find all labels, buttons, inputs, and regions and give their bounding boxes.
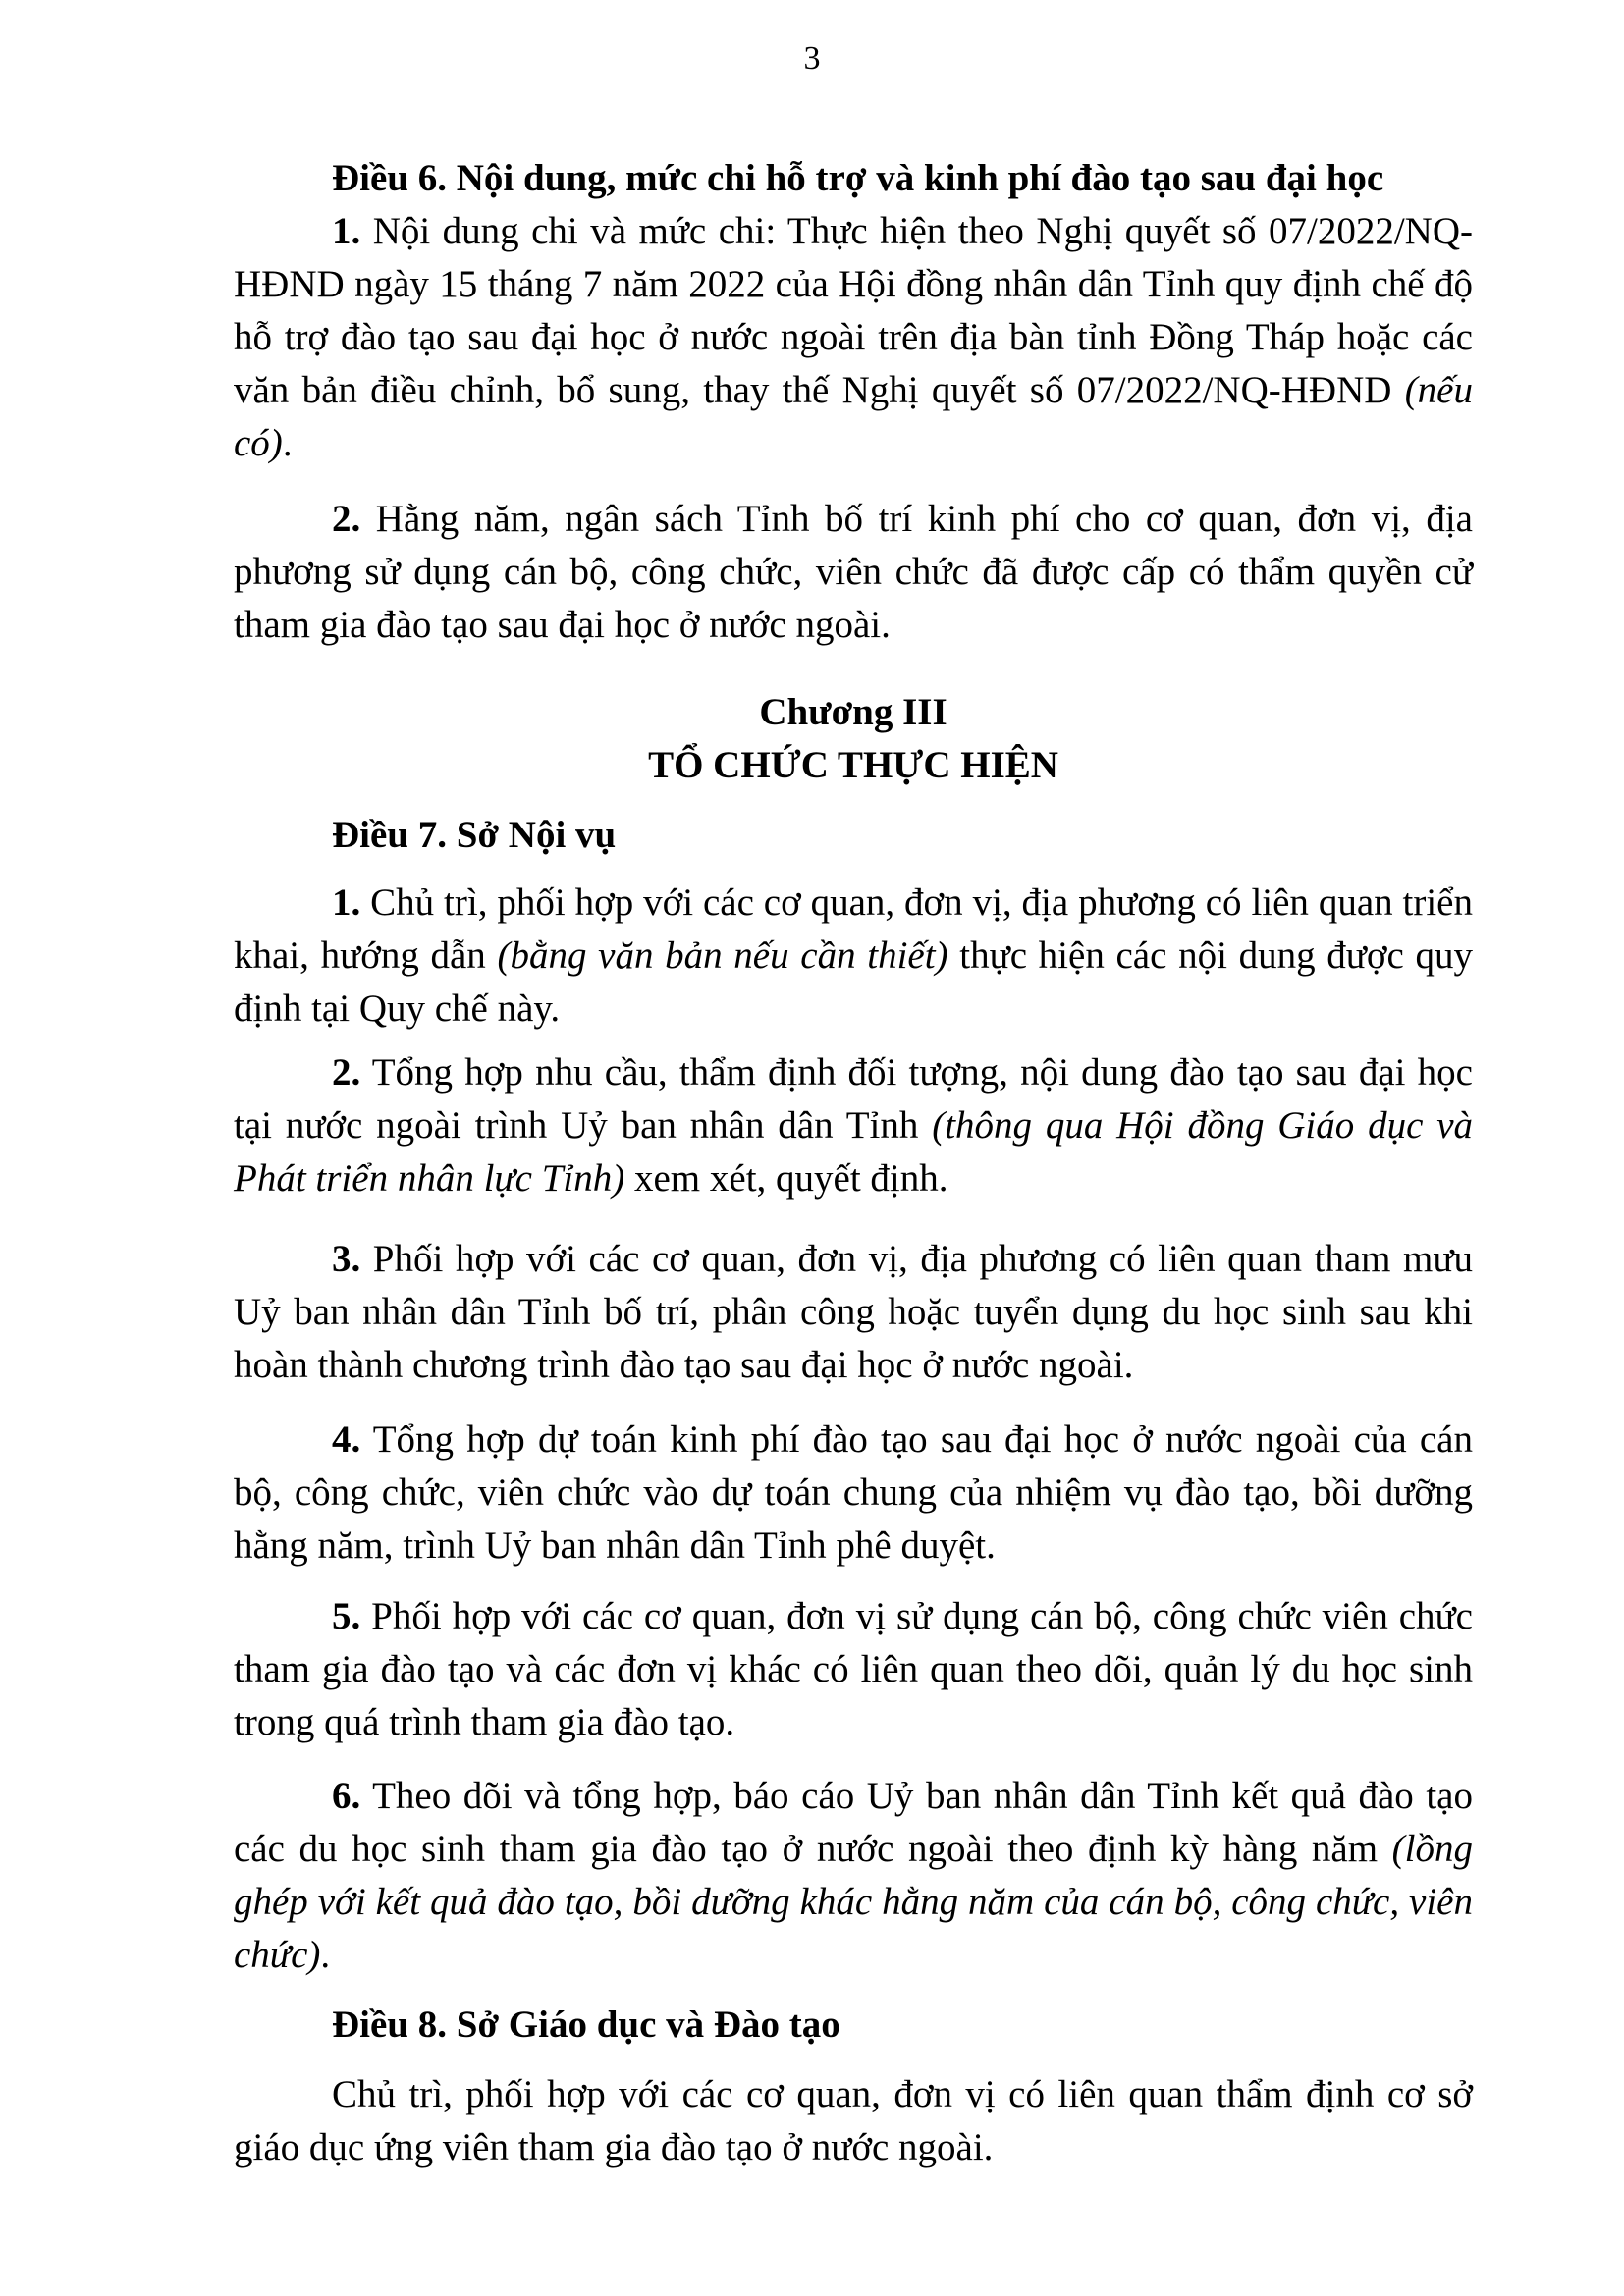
article-7-clause-1: [234, 877, 1473, 1036]
article-7-heading: [234, 809, 1473, 862]
clause-text-after: thực hiện các nội dung được quy định tại Quy chế này.: [234, 934, 1474, 1030]
article-7-clause-5: [234, 1590, 1473, 1749]
chapter-heading: [234, 686, 1473, 792]
clause-end: .: [282, 422, 293, 464]
clause-number: 2.: [332, 498, 361, 540]
clause-text-after: .: [320, 1934, 331, 1976]
clause-text: Chủ trì, phối hợp với các cơ quan, đơn vị, địa phương có liên quan triển khai, hướng dẫn: [234, 881, 1473, 977]
clause-number: 1.: [332, 210, 361, 252]
clause-number: 3.: [332, 1238, 361, 1280]
article-6-clause-1: [234, 205, 1473, 470]
clause-italic-note: (lồng ghép với kết quả đào tạo, bồi dưỡng khác hằng năm của cán bộ, công chức, viên chức): [234, 1828, 1473, 1976]
article-7-clause-6: [234, 1770, 1473, 1982]
clause-number: 6.: [332, 1775, 361, 1817]
clause-text: Phối hợp với các cơ quan, đơn vị sử dụng cán bộ, công chức viên chức tham gia đào tạo và các đơn vị khác có liên quan theo dõi, quản lý du học sinh trong quá trình tham gia đào tạo.: [234, 1595, 1473, 1743]
article-6-part-2: [234, 493, 1473, 652]
article-8-paragraph: Chủ trì, phối hợp với các cơ quan, đơn vị có liên quan thẩm định cơ sở giáo dục ứng viên tham gia đào tạo ở nước ngoài.: [234, 2073, 1473, 2168]
clause-italic-note: (nếu có): [234, 369, 1473, 464]
article-7-title: Điều 7. Sở Nội vụ: [332, 814, 617, 856]
clause-number: 1.: [332, 881, 361, 924]
clause-number: 4.: [332, 1418, 361, 1461]
clause-text-after: xem xét, quyết định.: [624, 1157, 948, 1200]
article-8-body: [234, 2068, 1473, 2174]
article-6: [234, 152, 1473, 470]
clause-text: Nội dung chi và mức chi: Thực hiện theo Nghị quyết số 07/2022/NQ-HĐND ngày 15 tháng 7 năm 2022 của Hội đồng nhân dân Tỉnh quy định chế độ hỗ trợ đào tạo sau đại học ở nước ngoài trên địa bàn tỉnh Đồng Tháp hoặc các văn bản điều chỉnh, bổ sung, thay thế Nghị quyết số 07/2022/NQ-HĐND: [234, 210, 1473, 411]
article-6-clause-2: [234, 493, 1473, 652]
article-7-clause-3: [234, 1233, 1473, 1392]
article-7-clause-2: [234, 1046, 1473, 1205]
clause-text: Theo dõi và tổng hợp, báo cáo Uỷ ban nhân dân Tỉnh kết quả đào tạo các du học sinh tham gia đào tạo ở nước ngoài theo định kỳ hàng năm: [234, 1775, 1473, 1870]
article-7-clause-4-block: [234, 1414, 1473, 1573]
article-8-title: Điều 8. Sở Giáo dục và Đào tạo: [332, 2003, 840, 2046]
clause-text: Tổng hợp nhu cầu, thẩm định đối tượng, nội dung đào tạo sau đại học tại nước ngoài trình Uỷ ban nhân dân Tỉnh: [234, 1051, 1473, 1147]
clause-number: 2.: [332, 1051, 361, 1094]
clause-text: Phối hợp với các cơ quan, đơn vị, địa phương có liên quan tham mưu Uỷ ban nhân dân Tỉnh bố trí, phân công hoặc tuyển dụng du học sinh sau khi hoàn thành chương trình đào tạo sau đại học ở nước ngoài.: [234, 1238, 1473, 1386]
article-7-clause-5-block: [234, 1590, 1473, 1749]
clause-italic-note: (bằng văn bản nếu cần thiết): [497, 934, 948, 977]
clause-text: Hằng năm, ngân sách Tỉnh bố trí kinh phí cho cơ quan, đơn vị, địa phương sử dụng cán bộ, công chức, viên chức đã được cấp có thẩm quyền cử tham gia đào tạo sau đại học ở nước ngoài.: [234, 498, 1473, 646]
article-7-clause-2-block: [234, 1046, 1473, 1205]
page-number: 3: [803, 40, 821, 77]
article-7-clause-4: [234, 1414, 1473, 1573]
clause-text: Tổng hợp dự toán kinh phí đào tạo sau đại học ở nước ngoài của cán bộ, công chức, viên chức vào dự toán chung của nhiệm vụ đào tạo, bồi dưỡng hằng năm, trình Uỷ ban nhân dân Tỉnh phê duyệt.: [234, 1418, 1473, 1567]
article-6-title: Điều 6. Nội dung, mức chi hỗ trợ và kinh phí đào tạo sau đại học: [332, 157, 1384, 199]
article-7-clause-6-block: [234, 1770, 1473, 1982]
chapter-label: Chương III: [759, 691, 947, 733]
article-7-clause-1-block: [234, 877, 1473, 1036]
clause-number: 5.: [332, 1595, 361, 1637]
clause-italic-note: (thông qua Hội đồng Giáo dục và Phát triển nhân lực Tỉnh): [234, 1104, 1474, 1200]
article-7-clause-3-block: [234, 1233, 1473, 1392]
chapter-title: TỔ CHỨC THỰC HIỆN: [648, 744, 1058, 786]
article-8-heading: [234, 1999, 1473, 2052]
